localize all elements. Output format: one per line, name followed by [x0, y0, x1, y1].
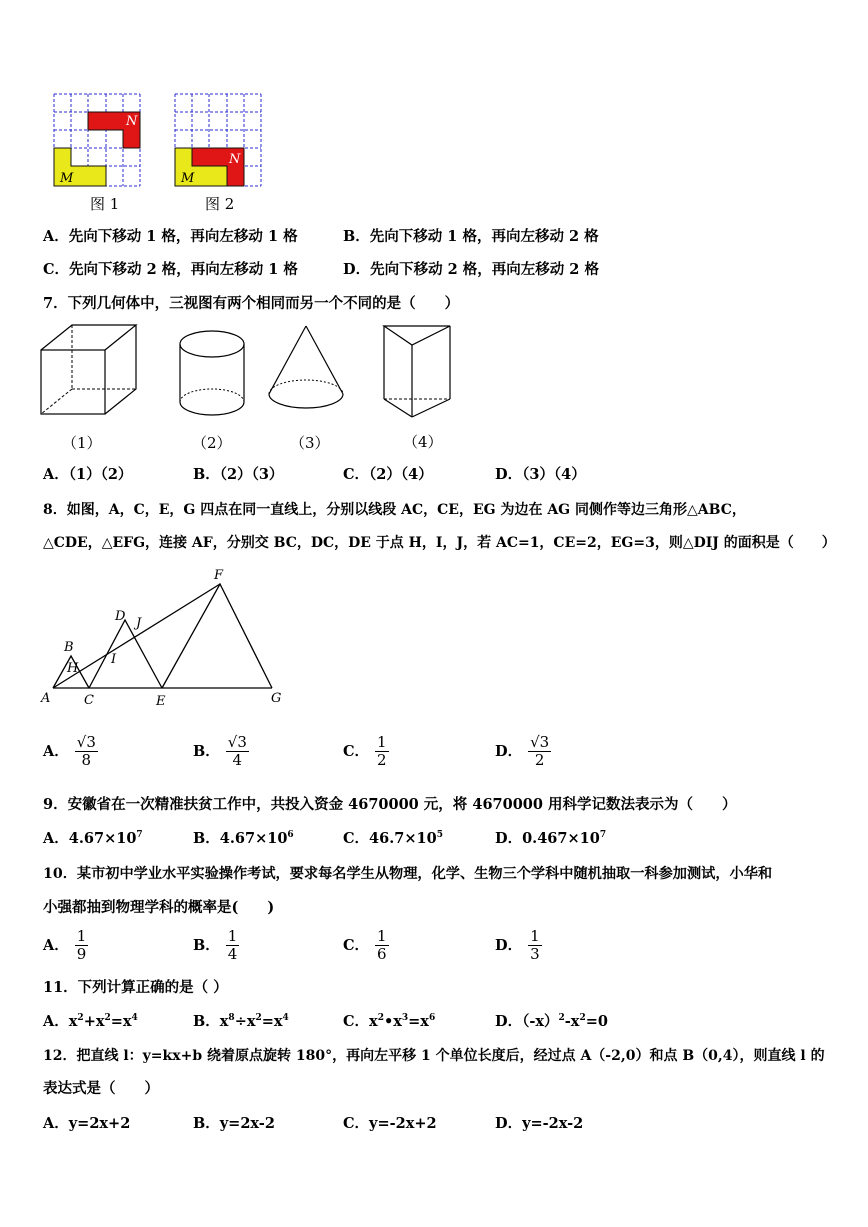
- figure-1-caption: 图 1: [90, 195, 120, 213]
- q8-option-a[interactable]: A． $\frac{√3}{8}$: [43, 733, 96, 769]
- q12-option-a[interactable]: A．y=2x+2: [43, 1115, 131, 1132]
- fraction: $\frac{1}{9}$: [76, 927, 87, 963]
- q7-option-a[interactable]: A．（1）（2）: [43, 466, 133, 483]
- point-label-c: C: [84, 693, 94, 708]
- q6-option-c[interactable]: C．先向下移动 2 格，再向左移动 1 格: [43, 261, 298, 278]
- q9-option-c[interactable]: C．$46.7\times 10^5$: [343, 830, 443, 847]
- shape-label-2: （2）: [192, 434, 232, 452]
- q9-stem: 9．安徽省在一次精准扶贫工作中，共投入资金 4670000 元，将 4670000 用科学记数法表示为（ ）: [43, 796, 737, 813]
- label-n-fig2: N: [229, 152, 241, 167]
- q11-option-b[interactable]: B．$x^8\div x^2=x^4$: [193, 1013, 289, 1030]
- cube-icon: [38, 322, 142, 418]
- point-label-a: A: [41, 691, 51, 706]
- q10-stem-line2: 小强都抽到物理学科的概率是( ): [43, 899, 275, 916]
- q12-option-d[interactable]: D．y=-2x-2: [495, 1115, 584, 1132]
- fraction: $\frac{1}{3}$: [530, 927, 540, 963]
- q7-option-c[interactable]: C．（2）（4）: [343, 466, 433, 483]
- point-label-d: D: [115, 609, 126, 624]
- q6-option-a[interactable]: A．先向下移动 1 格，再向左移动 1 格: [43, 228, 298, 245]
- q11-option-d[interactable]: D．$(-x)^2-x^2=0$: [495, 1013, 608, 1030]
- point-label-g: G: [271, 691, 282, 706]
- shape-label-1: （1）: [62, 434, 102, 452]
- q6-option-b[interactable]: B．先向下移动 1 格，再向左移动 2 格: [343, 228, 599, 245]
- q9-option-d[interactable]: D．$0.467\times 10^7$: [495, 830, 607, 847]
- q6-option-d[interactable]: D．先向下移动 2 格，再向左移动 2 格: [343, 261, 599, 278]
- point-label-e: E: [156, 694, 166, 709]
- q10-option-a[interactable]: A． $\frac{1}{9}$: [43, 927, 87, 963]
- figure-2-caption: 图 2: [205, 195, 235, 213]
- q12-stem-line2: 表达式是（ ）: [43, 1080, 159, 1097]
- q8-option-d[interactable]: D． $\frac{√3}{2}$: [495, 733, 550, 769]
- label-m-fig2: M: [181, 171, 195, 186]
- q8-stem-line2: △CDE，△EFG，连接 AF，分别交 BC，DC，DE 于点 H，I，J，若 AC=1，CE=2，EG=3，则△DIJ 的面积是（ ）: [43, 535, 836, 551]
- q10-option-c[interactable]: C． $\frac{1}{6}$: [343, 927, 387, 963]
- cylinder-icon: [175, 328, 249, 422]
- q12-option-b[interactable]: B．y=2x-2: [193, 1115, 275, 1132]
- fraction: $\frac{√3}{4}$: [227, 733, 247, 769]
- q7-stem: 7．下列几何体中，三视图有两个相同而另一个不同的是（ ）: [43, 295, 460, 312]
- fraction: $\frac{1}{6}$: [377, 927, 387, 963]
- q11-option-c[interactable]: C．$x^2•x^3=x^6$: [343, 1013, 436, 1030]
- point-label-f: F: [214, 568, 224, 583]
- point-label-j: J: [136, 616, 142, 631]
- triangular-prism-icon: [380, 321, 456, 421]
- point-label-i: I: [111, 652, 117, 667]
- q11-option-a[interactable]: A．$x^2+x^2=x^4$: [43, 1013, 138, 1030]
- q7-option-b[interactable]: B．（2）（3）: [193, 466, 284, 483]
- shape-label-3: （3）: [290, 434, 330, 452]
- q9-option-a[interactable]: A．$4.67\times 10^7$: [43, 830, 143, 847]
- label-m-fig1: M: [60, 171, 74, 186]
- fraction: $\frac{√3}{8}$: [76, 733, 96, 769]
- q12-stem-line1: 12．把直线 l：y=kx+b 绕着原点旋转 180°，再向左平移 1 个单位长度后，经过点 A（-2,0）和点 B（0,4），则直线 l 的: [43, 1048, 825, 1064]
- point-label-b: B: [64, 640, 74, 655]
- q8-option-c[interactable]: C． $\frac{1}{2}$: [343, 733, 387, 769]
- cone-icon: [266, 323, 346, 415]
- q9-option-b[interactable]: B．$4.67\times 10^6$: [193, 830, 294, 847]
- q12-option-c[interactable]: C．y=-2x+2: [343, 1115, 437, 1132]
- triangle-figure: [52, 578, 284, 692]
- q10-option-b[interactable]: B． $\frac{1}{4}$: [193, 927, 238, 963]
- q10-option-d[interactable]: D． $\frac{1}{3}$: [495, 927, 540, 963]
- label-n-fig1: N: [126, 114, 138, 129]
- q8-option-b[interactable]: B． $\frac{√3}{4}$: [193, 733, 247, 769]
- q11-stem: 11．下列计算正确的是（ ）: [43, 979, 228, 996]
- fraction: $\frac{√3}{2}$: [530, 733, 550, 769]
- q10-stem-line1: 10．某市初中学业水平实验操作考试，要求每名学生从物理，化学、生物三个学科中随机抽取一科参加测试，小华和: [43, 866, 773, 882]
- q7-option-d[interactable]: D．（3）（4）: [495, 466, 586, 483]
- shape-label-4: （4）: [403, 433, 443, 451]
- fraction: $\frac{1}{4}$: [227, 927, 238, 963]
- q8-stem-line1: 8．如图，A，C，E，G 四点在同一直线上，分别以线段 AC，CE，EG 为边在 AG 同侧作等边三角形△ABC，: [43, 502, 746, 518]
- fraction: $\frac{1}{2}$: [377, 733, 387, 769]
- point-label-h: H: [67, 661, 79, 676]
